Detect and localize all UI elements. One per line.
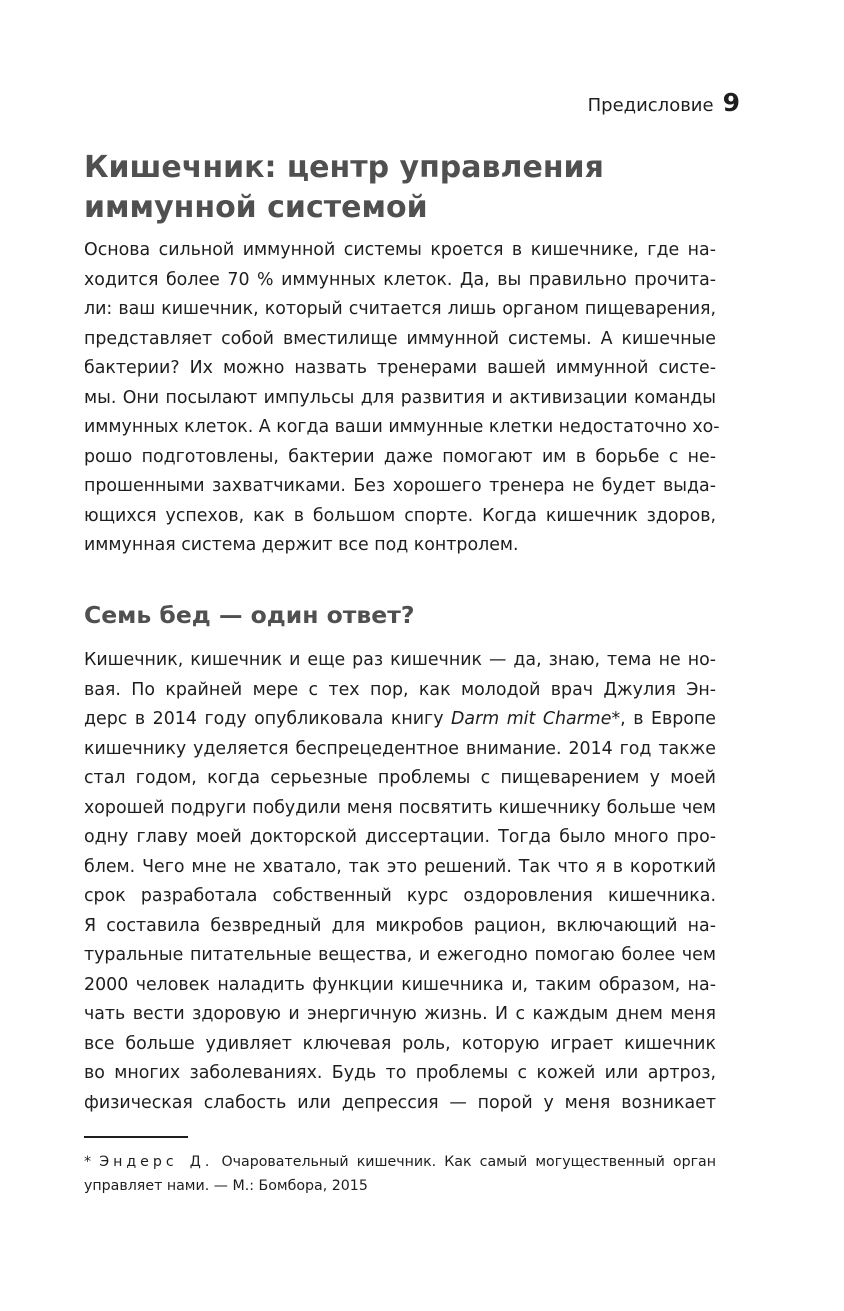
book-title: Darm mit Charme	[451, 709, 612, 729]
page-number: 9	[722, 88, 740, 117]
text-line: иммунная система держит все под контролем.	[84, 535, 519, 555]
footnote	[84, 1150, 716, 1198]
text-line: рошо подготовлены, бактерии даже помогают им в борьбе с не-	[84, 446, 716, 467]
text-line: вая. По крайней мере с тех пор, как молодой врач Джулия Эн-	[84, 679, 716, 700]
text-line: 2000 человек наладить функции кишечника и, таким образом, на-	[84, 974, 716, 995]
text-line: стал годом, когда серьезные проблемы с пищеварением у моей	[84, 768, 716, 788]
footnote-line: управляет нами. — М.: Бомбора, 2015	[84, 1178, 368, 1194]
text-line: все больше удивляет ключевая роль, которую играет кишечник	[84, 1033, 716, 1054]
footnote-marker: *	[84, 1154, 92, 1170]
footnote-author: Эндерс Д.	[99, 1154, 214, 1170]
footnote-text: Очаровательный кишечник. Как самый могущественный орган	[221, 1154, 717, 1170]
text-line: Кишечник, кишечник и еще раз кишечник — да, знаю, тема не но-	[84, 650, 716, 670]
text-line: ющихся успехов, как в большом спорте. Когда кишечник здоров,	[84, 505, 716, 526]
text-line: прошенными захватчиками. Без хорошего тренера не будет выда-	[84, 476, 716, 496]
footnote-reference: *, в Европе	[611, 709, 716, 729]
text-line: туральные питательные вещества, и ежегодно помогаю более чем	[84, 945, 716, 965]
text-line: физическая слабость или депрессия — порой у меня возникает	[84, 1092, 716, 1113]
text-line: ходится более 70 % иммунных клеток. Да, вы правильно прочита-	[84, 269, 716, 290]
text-fragment: дерс в 2014 году опубликовала книгу	[84, 709, 452, 729]
text-line: чать вести здоровую и энергичную жизнь. И с каждым днем меня	[84, 1004, 716, 1024]
text-line: иммунных клеток. А когда ваши иммунные клетки недостаточно хо-	[84, 417, 720, 437]
text-line: представляет собой вместилище иммунной системы. А кишечные	[84, 328, 716, 349]
running-head	[588, 88, 740, 117]
body-paragraph-2	[84, 646, 716, 1118]
text-line: бактерии? Их можно назвать тренерами вашей иммунной систе-	[84, 358, 716, 378]
section-heading: Семь бед — один ответ?	[84, 601, 415, 629]
text-line: одну главу моей докторской диссертации. Тогда было много про-	[84, 827, 716, 847]
text-line: Я составила безвредный для микробов рацион, включающий на-	[84, 915, 716, 936]
text-line: кишечнику уделяется беспрецедентное внимание. 2014 год также	[84, 738, 716, 759]
body-paragraph-1	[84, 236, 720, 561]
text-line: блем. Чего мне не хватало, так это решений. Так что я в короткий	[84, 856, 716, 877]
text-line: Основа сильной иммунной системы кроется в кишечнике, где на-	[84, 240, 716, 260]
chapter-heading	[84, 148, 744, 228]
footnote-divider	[84, 1136, 188, 1138]
text-line: срок разработала собственный курс оздоровления кишечника.	[84, 886, 716, 906]
chapter-heading-line: Кишечник: центр управления	[84, 150, 604, 185]
text-line: мы. Они посылают импульсы для развития и активизации команды	[84, 387, 716, 408]
text-line: ли: ваш кишечник, который считается лишь органом пищеварения,	[84, 299, 716, 319]
text-line-with-title	[84, 705, 716, 735]
footnote-line	[84, 1150, 716, 1174]
running-head-section: Предисловие	[587, 95, 714, 116]
chapter-heading-line: иммунной системой	[84, 190, 428, 225]
text-line: хорошей подруги побудили меня посвятить кишечнику больше чем	[84, 797, 716, 818]
text-line: во многих заболеваниях. Будь то проблемы с кожей или артроз,	[84, 1063, 716, 1083]
